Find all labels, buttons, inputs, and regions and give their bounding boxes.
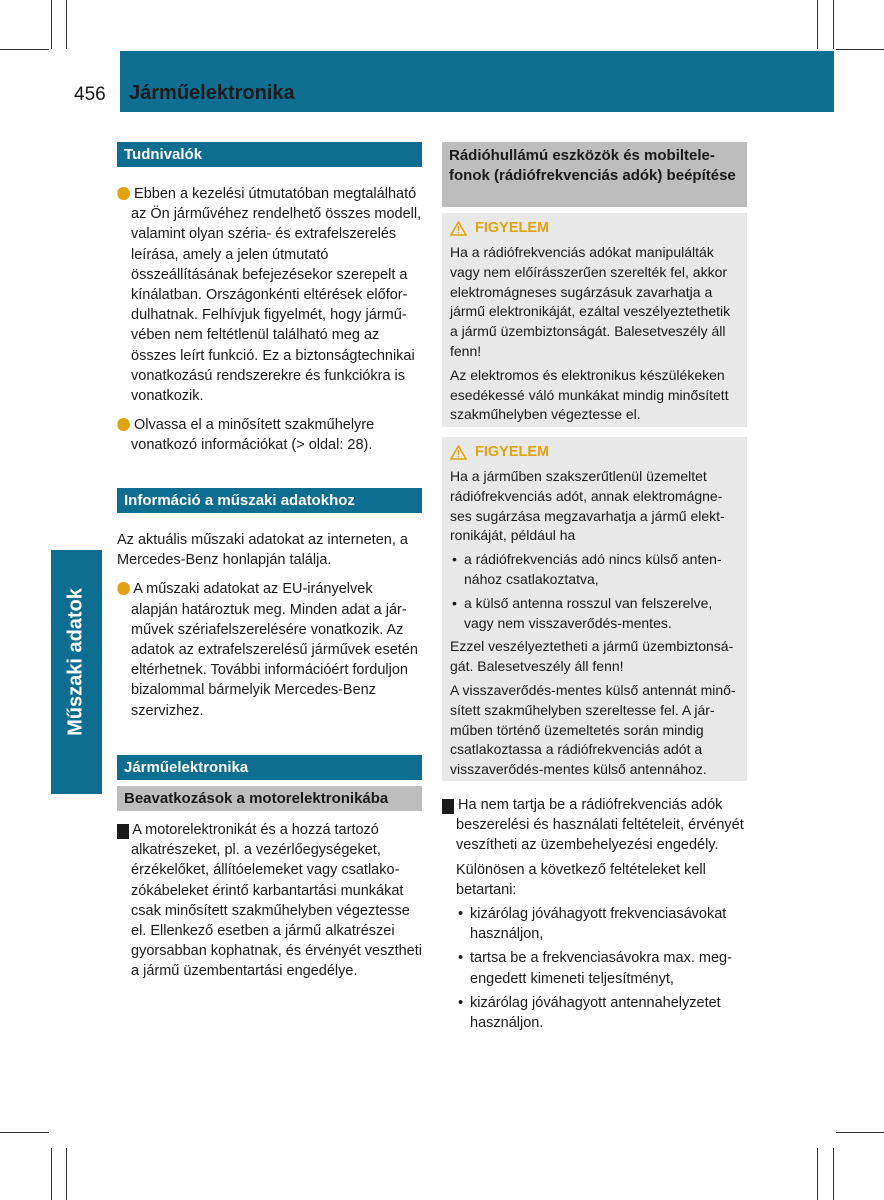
crop-mark	[817, 1148, 818, 1200]
crop-mark	[817, 0, 818, 49]
info-icon: i	[117, 582, 130, 595]
side-tab-label: Műszaki adatok	[64, 588, 87, 736]
info-paragraph	[114, 415, 422, 455]
warning-body	[450, 467, 739, 780]
subsection-heading-motorelektronika: Beavatkozások a motorelektronikába	[117, 786, 422, 811]
section-heading-jarmuelektronika: Járműelektronika	[117, 755, 422, 780]
crop-mark	[836, 1132, 884, 1133]
radio-note-body	[439, 795, 747, 1033]
warning-box	[442, 213, 747, 427]
radio-note-bullet: • kizárólag jóváhagyott frekvenciasávokat használjon,	[456, 904, 747, 944]
section-heading-tudnivalok: Tudnivalók	[117, 142, 422, 167]
tudnivalok-body	[114, 184, 422, 456]
exclamation-icon: !	[442, 799, 454, 814]
warning-para: Az elektromos és elektronikus készülékeken esedékessé váló munkákat mindig minősített szakműhelyben végeztesse el.	[450, 366, 729, 423]
crop-mark	[0, 1132, 49, 1133]
crop-mark	[51, 0, 52, 49]
warning-triangle-icon	[450, 445, 467, 460]
warning-para: A visszaverődés-mentes külső antennát minősített szakműhelyben szereltesse fel. A járműben történő üzemeltetés során mindig csatlakoztassa a rádiófrekvenciás adót a visszaverődés-mentes külső antennához.	[450, 681, 736, 778]
warning-body	[450, 243, 739, 425]
crop-mark	[66, 0, 67, 49]
crop-mark	[833, 0, 834, 49]
info-paragraph	[114, 184, 422, 406]
radio-note-para1: Ha nem tartja be a rádiófrekvenciás adók beszerelési és használati feltételeit, érvényét veszítheti az üzembehelyezési engedély.	[456, 797, 744, 854]
info-muszaki-para1: Az aktuális műszaki adatokat az interneten, a Mercedes-Benz honlapján találja.	[117, 532, 408, 569]
page-number: 456	[74, 84, 106, 105]
info-icon: i	[117, 187, 130, 200]
page-title: Járműelektronika	[129, 82, 295, 104]
radio-note-bullet: • tartsa be a frekvenciasávokra max. megengedett kimeneti teljesítményt,	[456, 948, 747, 988]
warning-para: Ha a rádiófrekvenciás adókat manipulálták vagy nem előírásszerűen szerelték fel, akkor elektromágneses sugárzásuk zavarhatja a jármű elektronikáját, ezáltal veszélyeztethetik a jármű üzembiztonságát. Balesetveszély áll fenn!	[450, 244, 731, 359]
warning-label: FIGYELEM	[475, 444, 550, 460]
crop-mark	[0, 49, 49, 50]
crop-mark	[833, 1148, 834, 1200]
tudnivalok-para1: Ebben a kezelési útmutatóban megtalálható az Ön járművéhez rendelhető összes modell, valamint olyan széria- és extrafelszerelés leírása, amely a jelen útmutató összeállításának befejezésekor szerepelt a kínálatban. Országonkénti eltérések előfordulhatnak. Felhívjuk figyelmét, hogy járművében nem feltétlenül található meg az összes leírt funkció. Ez a biztonságtechnikai vonatkozású rendszerekre és funkciókra is vonatkozik.	[131, 186, 422, 405]
tudnivalok-para2: Olvassa el a minősített szakműhelyre vonatkozó információkat (> oldal: 28).	[131, 417, 375, 454]
warning-title	[450, 217, 739, 239]
exclamation-icon: !	[117, 824, 129, 839]
info-paragraph	[114, 579, 422, 720]
warning-title	[450, 441, 739, 463]
section-heading-info-muszaki: Információ a műszaki adatokhoz	[117, 488, 422, 513]
warning-label: FIGYELEM	[475, 220, 550, 236]
warning-para: Ezzel veszélyeztetheti a jármű üzembiztonságát. Balesetveszély áll fenn!	[450, 638, 734, 675]
crop-mark	[836, 49, 884, 50]
info-muszaki-body	[114, 530, 422, 721]
info-icon: i	[117, 418, 130, 431]
crop-mark	[51, 1148, 52, 1200]
warning-para: Ha a járműben szakszerűtlenül üzemeltet rádiófrekvenciás adót, annak elektromágneses sugárzása megzavarhatja a jármű elektronikáját, például ha	[450, 468, 725, 544]
note-paragraph	[439, 795, 747, 856]
motorelektronika-para1: A motorelektronikát és a hozzá tartozó alkatrészeket, pl. a vezérlőegységeket, érzékelőket, állítóelemeket vagy csatlakozókábeleket érintő karbantartási munkákat csak minősített szakműhelyben végeztesse el. Ellenkező esetben a jármű alkatrészei gyorsabban kophatnak, és érvényét vesztheti a jármű üzembentartási engedélye.	[131, 822, 422, 980]
radio-note-bullet: • kizárólag jóváhagyott antennahelyzetet használjon.	[456, 993, 747, 1033]
note-paragraph	[114, 820, 422, 982]
warning-triangle-icon	[450, 221, 467, 236]
header-divider	[116, 51, 120, 112]
section-heading-radio: Rádióhullámú eszközök és mobiltelefonok (rádiófrekvenciás adók) beépítése	[442, 142, 747, 207]
warning-box	[442, 437, 747, 781]
warning-bullet: • a külső antenna rosszul van felszerelve, vagy nem visszaverődés-mentes.	[450, 594, 739, 634]
warning-bullet: • a rádiófrekvenciás adó nincs külső antennához csatlakoztatva,	[450, 550, 739, 590]
motorelektronika-body	[114, 820, 422, 982]
crop-mark	[66, 1148, 67, 1200]
radio-note-para2: Különösen a következő feltételeket kell betartani:	[456, 861, 706, 898]
info-muszaki-para2: A műszaki adatokat az EU-irányelvek alapján határoztuk meg. Minden adat a járművek szériafelszerelésére vonatkozik. Az adatok az extrafelszerelésű járművek esetén eltérhetnek. További információért forduljon bizalommal bármelyik Mercedes-Benz szervizhez.	[131, 581, 418, 719]
